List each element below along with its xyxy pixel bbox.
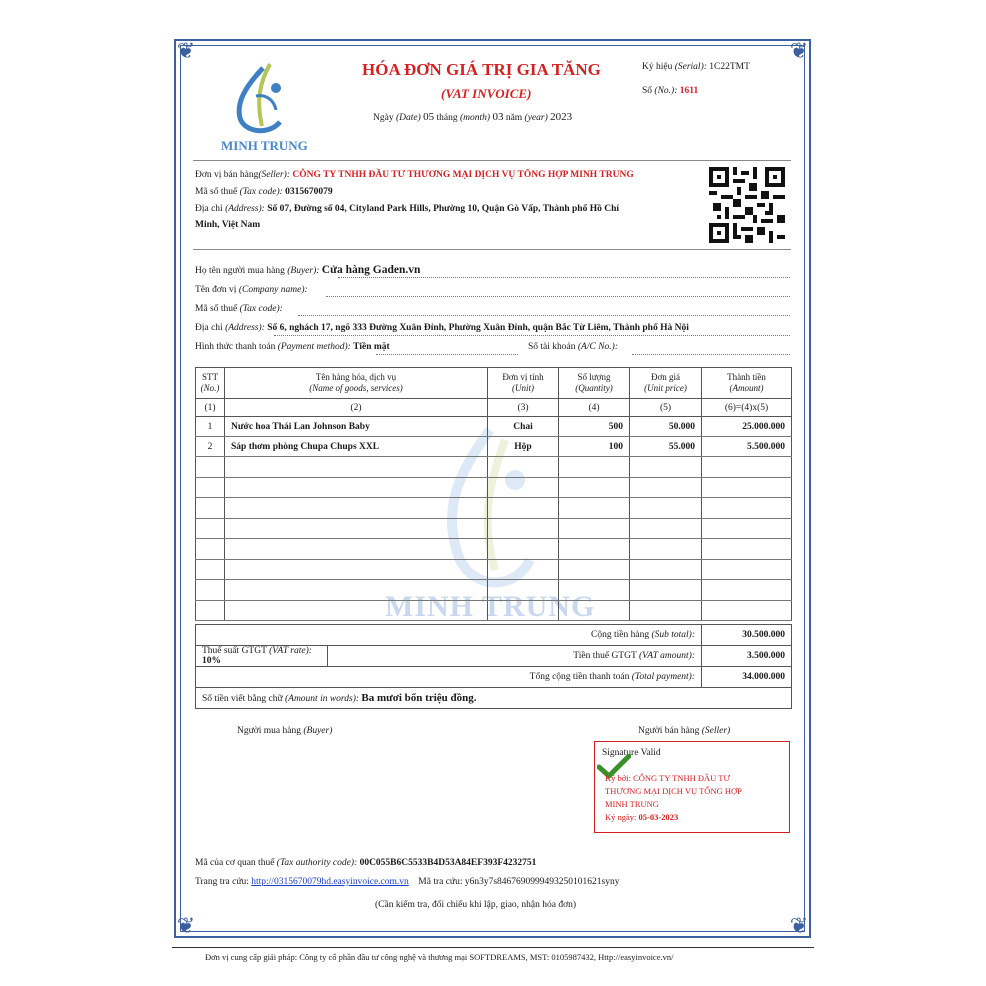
empty-row	[196, 477, 792, 498]
tax-authority-code-row: Mã của cơ quan thuế (Tax authority code): 00C055B6C5533B4D53A84EF393F4232751	[195, 858, 537, 868]
invoice-subtitle: (VAT INVOICE)	[441, 86, 532, 101]
amount-in-words-row: Số tiền viết bằng chữ (Amount in words): Ba mươi bốn triệu đồng.	[196, 688, 792, 709]
subtotal-value: 30.500.000	[702, 625, 792, 646]
watermark-text: MINH TRUNG	[385, 590, 596, 623]
footer-divider	[172, 947, 814, 948]
seller-signature-label: Người bán hàng (Seller)	[638, 726, 731, 736]
brand-name: MINH TRUNG	[221, 138, 308, 153]
invoice-title: HÓA ĐƠN GIÁ TRỊ GIA TĂNG	[362, 60, 601, 79]
empty-row	[196, 580, 792, 601]
buyer-name-row: Họ tên người mua hàng (Buyer): Cửa hàng Gaden.vn	[195, 264, 421, 276]
solution-provider-text: Đơn vị cung cấp giải pháp: Công ty cổ phần đầu tư công nghệ và thương mại SOFTDREAMS, MST: 0105987432, Http://easyinvoice.vn/	[205, 952, 674, 962]
invoice-number: Số (No.): 1611	[642, 86, 699, 96]
empty-row	[196, 518, 792, 539]
corner-ornament-icon: ❦	[789, 913, 809, 938]
account-number-row: Số tài khoản (A/C No.):	[528, 342, 618, 352]
table-row: 2 Sáp thơm phòng Chupa Chups XXL Hộp 100 55.000 5.500.000	[196, 437, 792, 457]
col-header-name: Tên hàng hóa, dịch vụ (Name of goods, services)	[225, 368, 488, 399]
divider	[193, 160, 791, 161]
signature-valid-text: Signature Valid	[602, 748, 661, 758]
buyer-tax-row: Mã số thuế (Tax code):	[195, 304, 283, 314]
serial-info: Ký hiệu (Serial): 1C22TMT	[642, 62, 750, 72]
signer-details: Ký bởi: CÔNG TY TNHH ĐẦU TƯ THƯƠNG MẠI DỊCH VỤ TỔNG HỢP MINH TRUNG Ký ngày: 05-03-2023	[605, 773, 742, 822]
total-row: Tổng cộng tiền thanh toán (Total payment): 34.000.000	[196, 667, 792, 688]
col-header-stt: STT (No.)	[196, 368, 225, 399]
lookup-link[interactable]: http://0315670079hd.easyinvoice.com.vn	[251, 877, 409, 887]
subtotal-row: Cộng tiền hàng (Sub total): 30.500.000	[196, 625, 792, 646]
verification-note: (Cần kiểm tra, đối chiếu khi lập, giao, nhận hóa đơn)	[375, 900, 577, 910]
qr-code-icon	[709, 167, 785, 243]
table-row: 1 Nước hoa Thái Lan Johnson Baby Chai 500 50.000 25.000.000	[196, 417, 792, 437]
lookup-row: Trang tra cứu: http://0315670079hd.easyinvoice.com.vn Mã tra cứu: y6n3y7s8467690999493250101621syny	[195, 877, 620, 887]
empty-row	[196, 600, 792, 621]
vat-amount-value: 3.500.000	[702, 646, 792, 667]
corner-ornament-icon: ❦	[789, 38, 809, 63]
col-header-amount: Thành tiền (Amount)	[702, 368, 792, 399]
empty-row	[196, 457, 792, 478]
vat-row: Thuế suất GTGT (VAT rate): 10% Tiền thuế GTGT (VAT amount): 3.500.000	[196, 646, 792, 667]
seller-address-row: Địa chỉ (Address): Số 07, Đường số 04, Cityland Park Hills, Phường 10, Quận Gò Vấp, Thành phố Hồ Chí	[195, 204, 619, 214]
company-logo-icon	[228, 60, 298, 140]
items-table	[195, 367, 792, 621]
seller-address-line2: Minh, Việt Nam	[195, 220, 261, 230]
corner-ornament-icon: ❦	[176, 38, 196, 63]
summary-table	[195, 624, 792, 709]
invoice-date: Ngày (Date) 05 tháng (month) 03 năm (year) 2023	[373, 111, 573, 123]
buyer-company-row: Tên đơn vị (Company name):	[195, 285, 308, 295]
seller-name-row: Đơn vị bán hàng(Seller): CÔNG TY TNHH ĐẦU TƯ THƯƠNG MẠI DỊCH VỤ TỔNG HỢP MINH TRUNG	[195, 170, 634, 180]
col-header-qty: Số lượng (Quantity)	[559, 368, 630, 399]
col-header-unit: Đơn vị tính (Unit)	[488, 368, 559, 399]
seller-tax-row: Mã số thuế (Tax code): 0315670079	[195, 187, 333, 197]
empty-row	[196, 539, 792, 560]
divider	[193, 249, 791, 250]
empty-row	[196, 559, 792, 580]
buyer-address-row: Địa chỉ (Address): Số 6, nghách 17, ngõ 333 Đường Xuân Đỉnh, Phường Xuân Đỉnh, quận Bắc Từ Liêm, Thành phố Hà Nội	[195, 323, 689, 333]
empty-row	[196, 498, 792, 519]
corner-ornament-icon: ❦	[176, 913, 196, 938]
col-header-price: Đơn giá (Unit price)	[630, 368, 702, 399]
total-value: 34.000.000	[702, 667, 792, 688]
column-number-row: (1) (2) (3) (4) (5) (6)=(4)x(5)	[196, 399, 792, 417]
digital-signature-box	[594, 741, 790, 833]
payment-method-row: Hình thức thanh toán (Payment method): Tiền mặt	[195, 342, 390, 352]
table-header-row	[196, 368, 792, 399]
buyer-signature-label: Người mua hàng (Buyer)	[237, 726, 333, 736]
